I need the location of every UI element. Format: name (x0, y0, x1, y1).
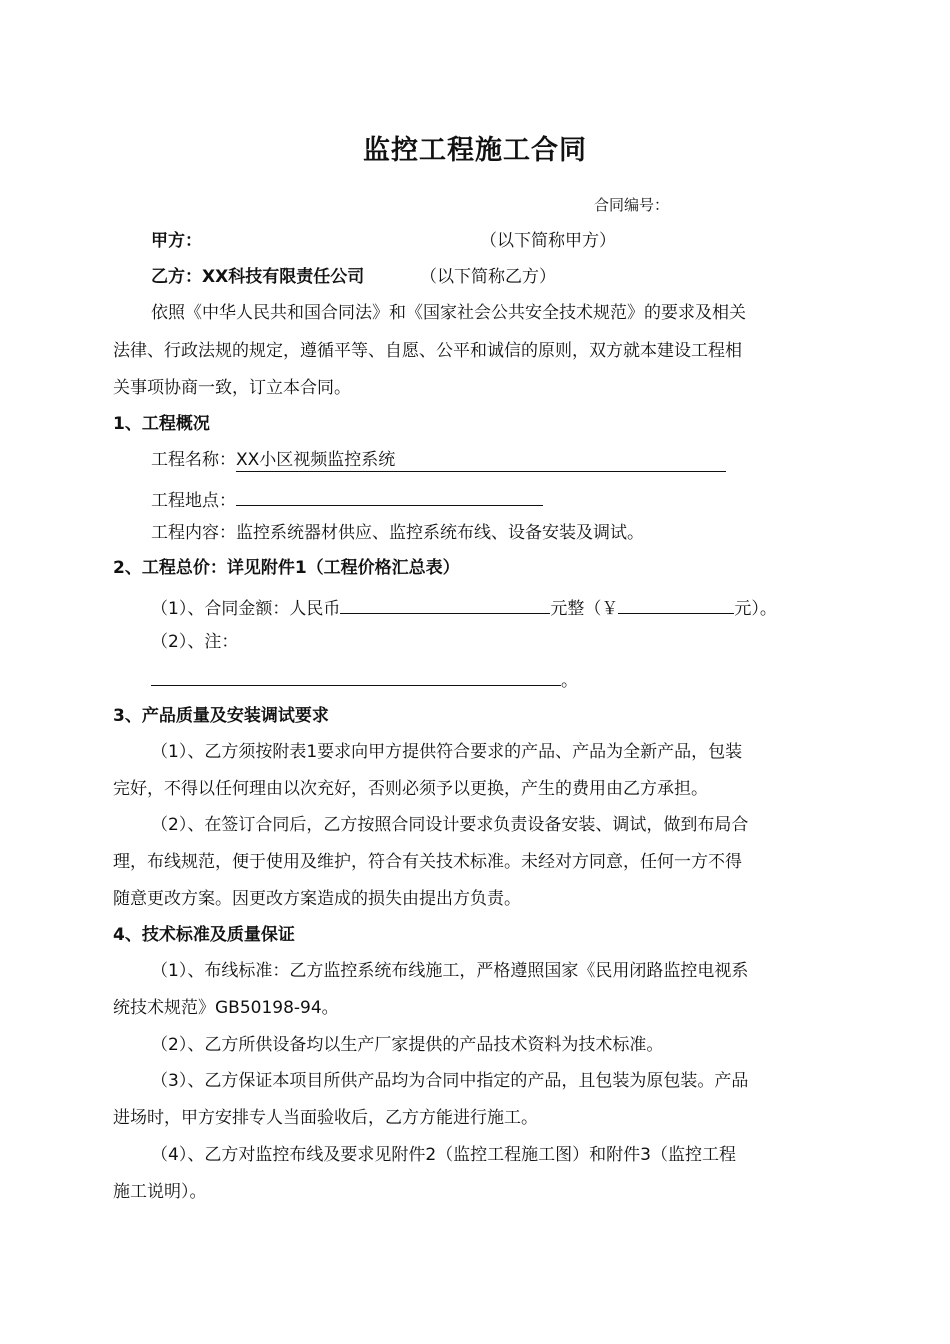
contract-amount-row (151, 593, 777, 621)
project-name-label: 工程名称： (151, 450, 236, 470)
project-location-label: 工程地点： (151, 491, 236, 511)
section-heading: 2、工程总价：详见附件1（工程价格汇总表） (113, 558, 460, 578)
intro-line: 关事项协商一致，订立本合同。 (113, 378, 351, 398)
intro-line: 依照《中华人民共和国合同法》和《国家社会公共安全技术规范》的要求及相关 (151, 303, 746, 323)
section-heading: 4、技术标准及质量保证 (113, 925, 295, 945)
project-content: 工程内容：监控系统器材供应、监控系统布线、设备安装及调试。 (151, 523, 644, 543)
party-b-label: 乙方：XX科技有限责任公司 (151, 267, 365, 287)
party-a-note: （以下简称甲方） (480, 231, 616, 251)
project-name-value: XX小区视频监控系统 (236, 449, 726, 472)
paragraph-line: （1）、布线标准：乙方监控系统布线施工，严格遵照国家《民用闭路监控电视系 (151, 961, 749, 981)
party-a-label: 甲方： (151, 231, 202, 251)
note-row (151, 665, 578, 693)
paragraph-line: （2）、乙方所供设备均以生产厂家提供的产品技术资料为技术标准。 (151, 1035, 664, 1055)
section-heading: 1、工程概况 (113, 414, 210, 434)
paragraph-line: （1）、乙方须按附表1要求向甲方提供符合要求的产品、产品为全新产品，包装 (151, 742, 743, 762)
amount-prefix: （1）、合同金额：人民币 (151, 599, 341, 619)
note-end: 。 (561, 671, 578, 691)
project-name-row (151, 448, 726, 472)
amount-words-blank (340, 593, 550, 614)
amount-number-blank (618, 593, 734, 614)
contract-number-label: 合同编号： (594, 196, 670, 214)
paragraph-line: 完好，不得以任何理由以次充好，否则必须予以更换，产生的费用由乙方承担。 (113, 779, 708, 799)
paragraph-line: 统技术规范》GB50198-94。 (113, 998, 339, 1018)
project-location-blank (236, 485, 543, 506)
section-heading: 3、产品质量及安装调试要求 (113, 706, 329, 726)
paragraph-line: 随意更改方案。因更改方案造成的损失由提出方负责。 (113, 889, 521, 909)
note-blank (151, 665, 561, 686)
paragraph-line: 理，布线规范，便于使用及维护，符合有关技术标准。未经对方同意，任何一方不得 (113, 852, 742, 872)
project-location-row (151, 485, 543, 513)
paragraph-line: （2）、在签订合同后，乙方按照合同设计要求负责设备安装、调试，做到布局合 (151, 815, 749, 835)
party-b-note: （以下简称乙方） (420, 267, 556, 287)
amount-suffix: 元）。 (734, 599, 777, 619)
paragraph-line: （4）、乙方对监控布线及要求见附件2（监控工程施工图）和附件3（监控工程 (151, 1145, 736, 1165)
page-title: 监控工程施工合同 (363, 135, 587, 166)
note-label: （2）、注： (151, 632, 239, 652)
paragraph-line: 施工说明）。 (113, 1182, 207, 1202)
paragraph-line: （3）、乙方保证本项目所供产品均为合同中指定的产品，且包装为原包装。产品 (151, 1071, 749, 1091)
paragraph-line: 进场时，甲方安排专人当面验收后，乙方方能进行施工。 (113, 1108, 538, 1128)
amount-mid: 元整（￥ (550, 599, 619, 619)
intro-line: 法律、行政法规的规定，遵循平等、自愿、公平和诚信的原则，双方就本建设工程相 (113, 341, 742, 361)
